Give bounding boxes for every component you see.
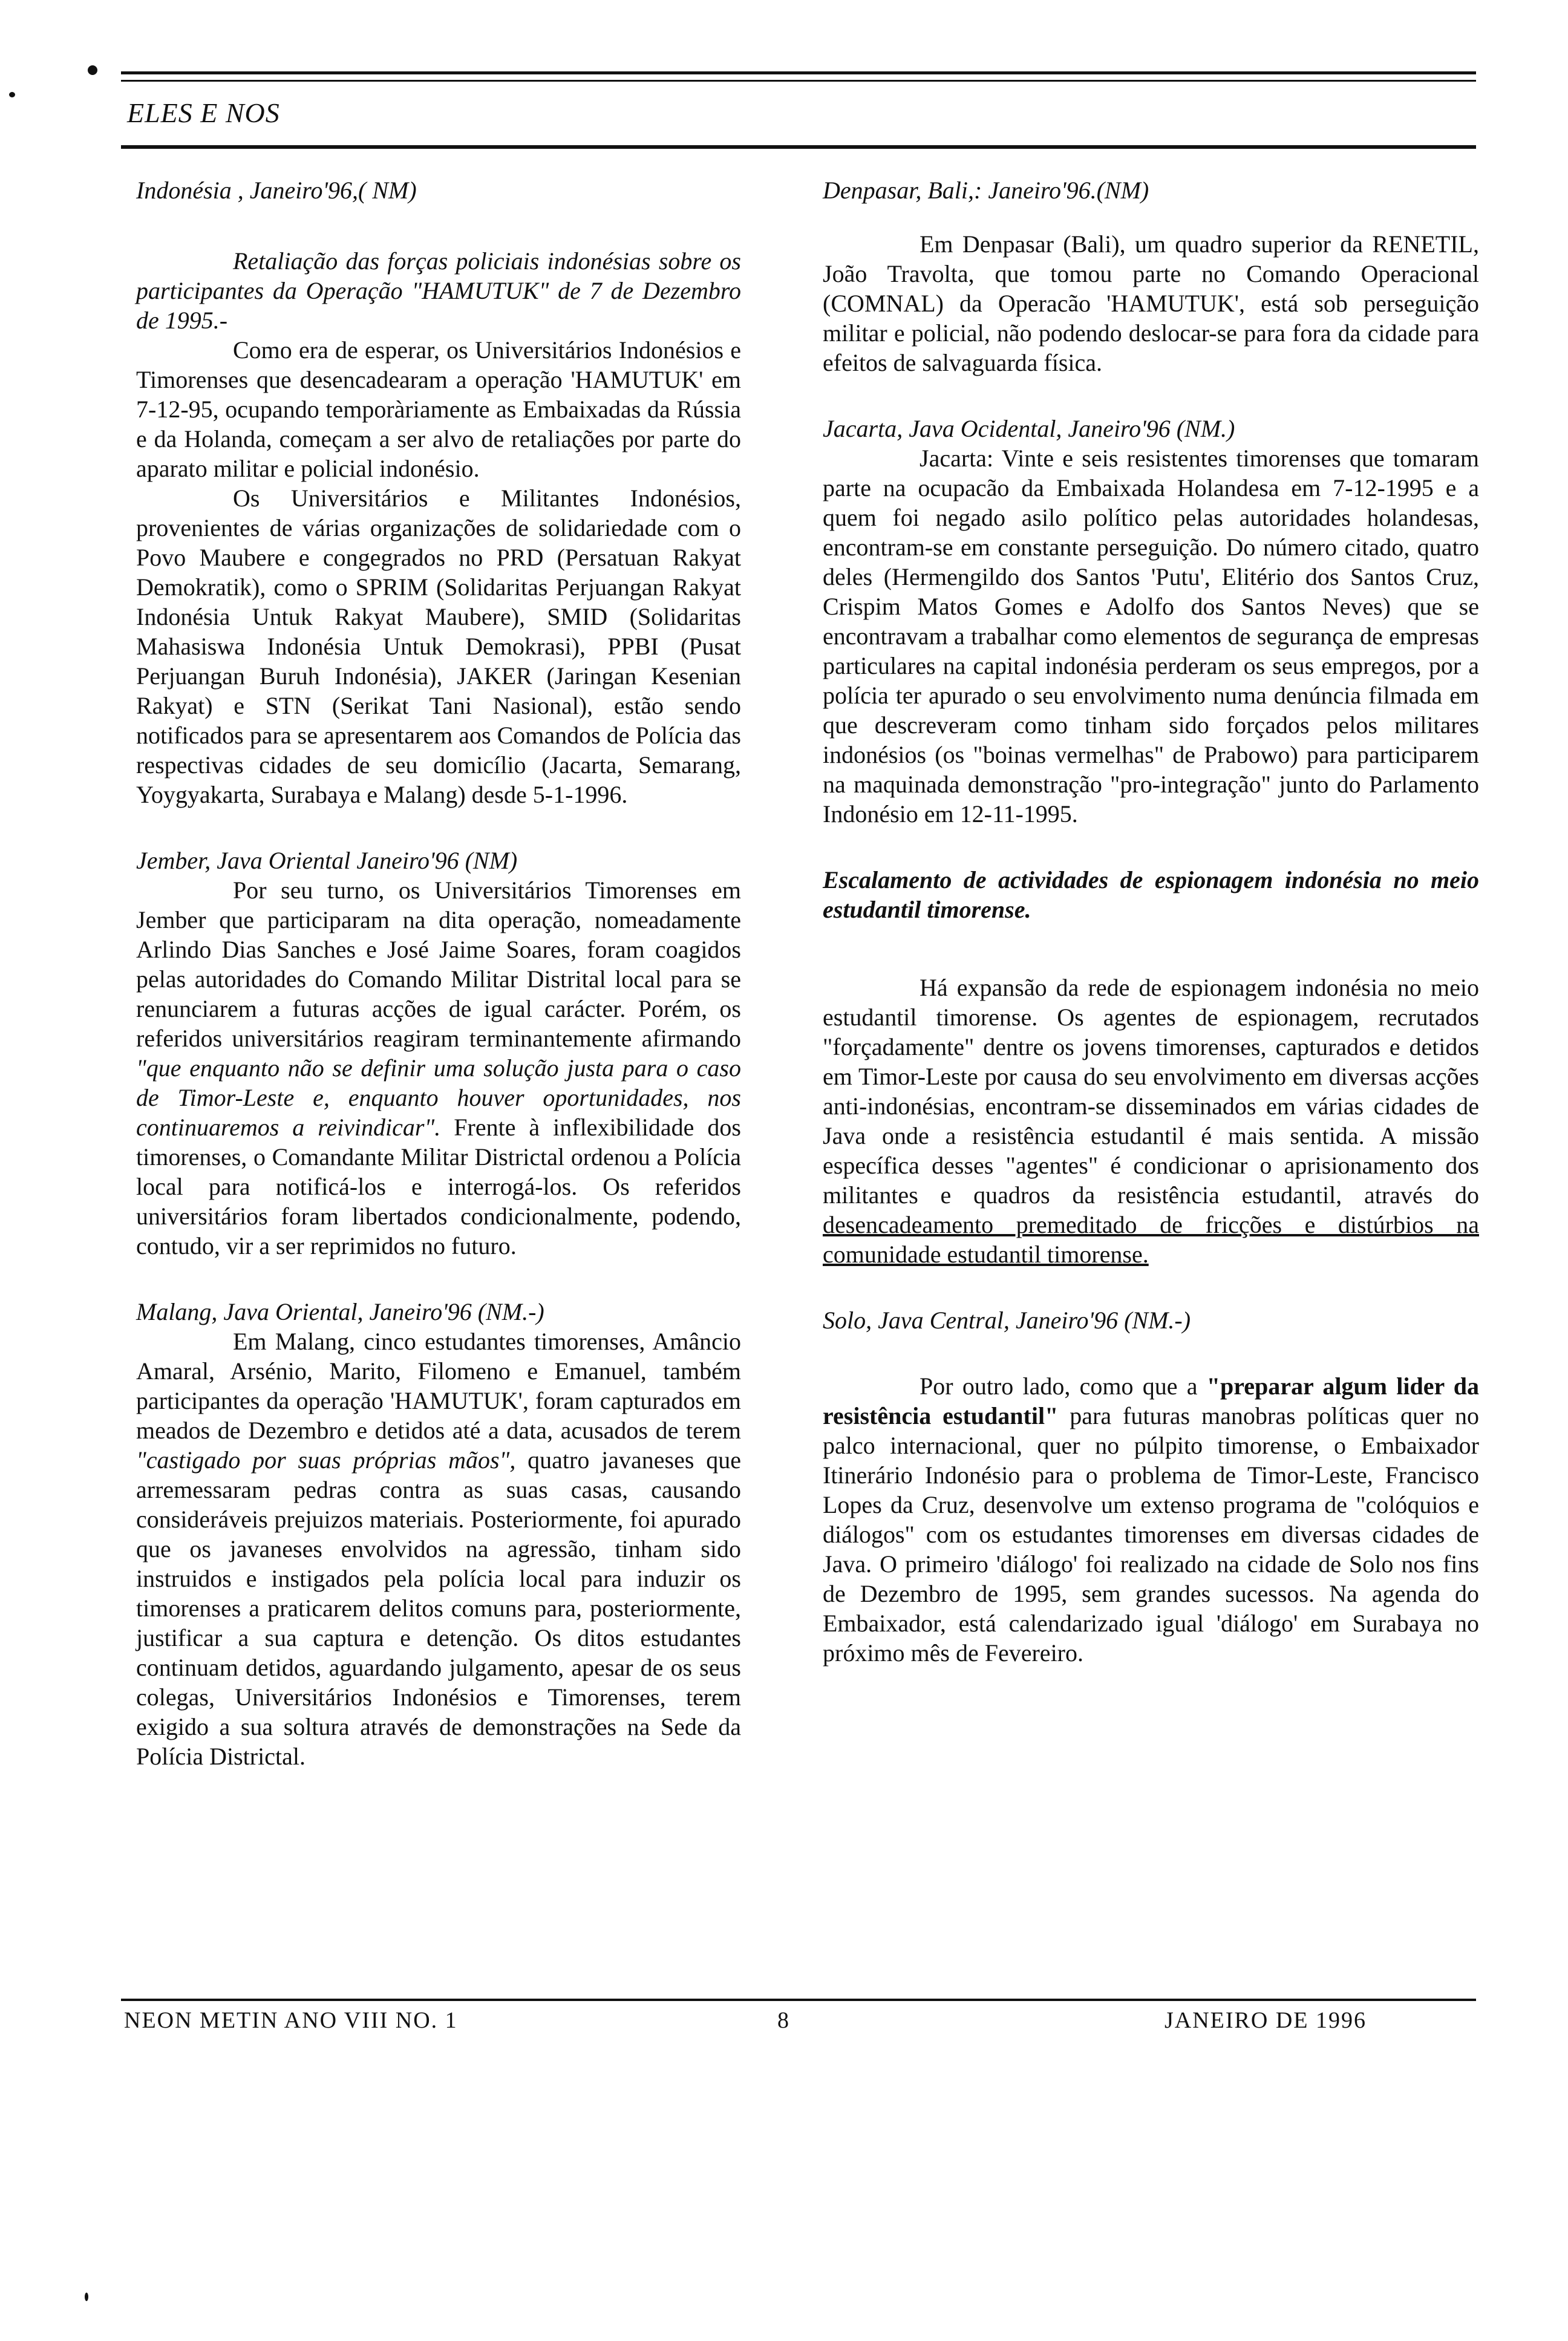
section-title: ELES E NOS — [127, 97, 280, 128]
article-indonesia — [136, 175, 741, 809]
footer-date: JANEIRO DE 1996 — [1165, 2008, 1367, 2033]
scan-speck — [9, 92, 15, 97]
article-dateline: Solo, Java Central, Janeiro'96 (NM.-) — [823, 1307, 1191, 1334]
article-text: quatro javaneses que arremessaram pedras contra as suas casas, causando consideráveis prejuizos materiais. Posteriormente, foi apurado que os javaneses envolvidos na agressão, tinham sido instruidos e instigados pela polícia local para induzir os timorenses a praticarem delitos comuns para, posteriormente, justificar a sua captura e detenção. Os ditos estudantes continuam detidos, aguardando julgamento, apesar de os seus colegas, Universitários Indonésios e Timorenses, terem exigido a sua soltura através de demonstrações na Sede da Polícia Districtal. — [136, 1446, 741, 1770]
article-paragraph: Como era de esperar, os Universitários Indonésios e Timorenses que desencadearam a operação 'HAMUTUK' em 7-12-95, ocupando temporàriamente as Embaixadas da Rússia e da Holanda, começam a ser alvo de retaliações por parte do aparato militar e policial indonésio. — [136, 336, 741, 482]
article-jacarta — [823, 414, 1479, 829]
header-rule-top — [121, 71, 1476, 74]
footer-publication: NEON METIN ANO VIII NO. 1 — [124, 2008, 458, 2033]
article-solo — [823, 1305, 1479, 1668]
article-dateline: Jacarta, Java Ocidental, Janeiro'96 (NM.) — [823, 415, 1235, 442]
left-column — [136, 175, 741, 1807]
header-rule-bottom — [121, 145, 1476, 149]
article-dateline: Indonésia , Janeiro'96,( NM) — [136, 177, 417, 204]
article-text: Por outro lado, como que a — [920, 1373, 1198, 1400]
article-jember — [136, 846, 741, 1261]
article-quote: "que enquanto não se definir uma solução justa para o caso de Timor-Leste e, enquanto houver oportunidades, nos continuaremos a reivindicar". — [136, 1054, 741, 1141]
article-title: Escalamento de actividades de espionagem indonésia no meio estudantil timorense. — [823, 866, 1479, 923]
article-paragraph — [823, 973, 1479, 1269]
article-paragraph: Os Universitários e Militantes Indonésios, provenientes de várias organizações de solidariedade com o Povo Maubere e congegrados no PRD (Persatuan Rakyat Demokratik), como o SPRIM (Solidaritas Perjuangan Rakyat Indonésia Untuk Rakyat Maubere), SMID (Solidaritas Mahasiswa Indonésia Untuk Demokrasi), PPBI (Pusat Perjuangan Buruh Indonésia), JAKER (Jaringan Kesenian Rakyat) e STN (Serikat Tani Nasional), estão sendo notificados para se apresentarem aos Comandos de Polícia das respectivas cidades de seu domicílio (Jacarta, Semarang, Yoygyakarta, Surabaya e Malang) desde 5-1-1996. — [136, 485, 741, 808]
article-dateline: Malang, Java Oriental, Janeiro'96 (NM.-) — [136, 1298, 544, 1325]
article-quote: "castigado por suas próprias mãos", — [136, 1446, 516, 1474]
article-text: Em Malang, cinco estudantes timorenses, Amâncio Amaral, Arsénio, Marito, Filomeno e Emanuel, também participantes da operação 'HAMUTUK', foram capturados em meados de Dezembro e detidos até a data, acusados de terem — [136, 1328, 741, 1444]
article-text: Frente à inflexibilidade dos timorenses, o Comandante Militar Districtal ordenou a Polícia local para notificá-los e interrogá-los. Os referidos universitários foram libertados condicionalmente, podendo, contudo, vir a ser reprimidos no futuro. — [136, 1114, 741, 1259]
article-paragraph: Jacarta: Vinte e seis resistentes timorenses que tomaram parte na ocupacão da Embaixada Holandesa em 7-12-1995 e a quem foi negado asilo político pelas autoridades holandesas, encontram-se em constante perseguição. Do número citado, quatro deles (Hermengildo dos Santos 'Putu', Elitério dos Santos Cruz, Crispim Matos Gomes e Adolfo dos Santos Neves) que se encontravam a trabalhar como elementos de segurança de empresas particulares na capital indonésia perderam os seus empregos, por a polícia ter apurado o seu envolvimento numa denúncia filmada em que descreveram como tinham sido forçados pelos militares indonésios (os "boinas vermelhas" de Prabowo) para participarem na maquinada demonstração "pro-integração" junto do Parlamento Indonésio em 12-11-1995. — [823, 445, 1479, 828]
article-paragraph — [823, 1371, 1479, 1668]
scan-speck — [88, 65, 97, 75]
article-dateline: Denpasar, Bali,: Janeiro'96.(NM) — [823, 177, 1149, 204]
spacer — [136, 222, 741, 246]
right-column — [823, 175, 1479, 1704]
article-espionagem — [823, 865, 1479, 1269]
scan-speck — [85, 2293, 88, 2301]
article-dateline: Jember, Java Oriental Janeiro'96 (NM) — [136, 847, 518, 874]
article-paragraph — [136, 1327, 741, 1771]
header-rule-thin — [121, 80, 1476, 82]
article-paragraph: Em Denpasar (Bali), um quadro superior da RENETIL, João Travolta, que tomou parte no Comando Operacional (COMNAL) da Operacão 'HAMUTUK', está sob perseguição militar e policial, não podendo deslocar-se para fora da cidade para efeitos de salvaguarda física. — [823, 230, 1479, 376]
article-text: Por seu turno, os Universitários Timorenses em Jember que participaram na dita operação, nomeadamente Arlindo Dias Sanches e José Jaime Soares, foram coagidos pelas autoridades do Comando Militar Distrital local para se renunciarem a futuras acções de igual carácter. Porém, os referidos universitários reagiram terminantemente afirmando — [136, 877, 741, 1052]
article-bold-text: "preparar algum lider da resistência estudantil" — [823, 1373, 1480, 1429]
footer-page-number: 8 — [777, 2008, 790, 2033]
article-text: Há expansão da rede de espionagem indonésia no meio estudantil timorense. Os agentes de espionagem, recrutados "forçadamente" dentre os jovens timorenses, capturados e detidos em Timor-Leste por causa do seu envolvimento em diversas acções anti-indonésias, encontram-se disseminados em várias cidades de Java onde a resistência estudantil é mais sentida. A missão específica desses "agentes" é condicionar o aprisionamento dos militantes e quadros da resistência estudantil, através do — [823, 974, 1479, 1209]
article-underlined-text: desencadeamento premeditado de fricções e distúrbios na comunidade estudantil timorense. — [823, 1211, 1479, 1268]
footer-rule — [121, 1999, 1476, 2001]
article-text: para futuras manobras políticas quer no palco internacional, quer no púlpito timorense, o Embaixador Itinerário Indonésio para o problema de Timor-Leste, Francisco Lopes da Cruz, desenvolve um extenso programa de "colóquios e diálogos" com os estudantes timorenses em diversas cidades de Java. O primeiro 'diálogo' foi realizado na cidade de Solo nos fins de Dezembro de 1995, sem grandes sucessos. Na agenda do Embaixador, está calendarizado igual 'diálogo' em Surabaya no próximo mês de Fevereiro. — [823, 1402, 1480, 1667]
article-malang — [136, 1297, 741, 1771]
article-subhead: Retaliação das forças policiais indonésias sobre os participantes da Operação "HAMUTUK" de 7 de Dezembro de 1995.- — [136, 247, 741, 334]
article-paragraph — [136, 875, 741, 1261]
article-denpasar — [823, 175, 1479, 377]
